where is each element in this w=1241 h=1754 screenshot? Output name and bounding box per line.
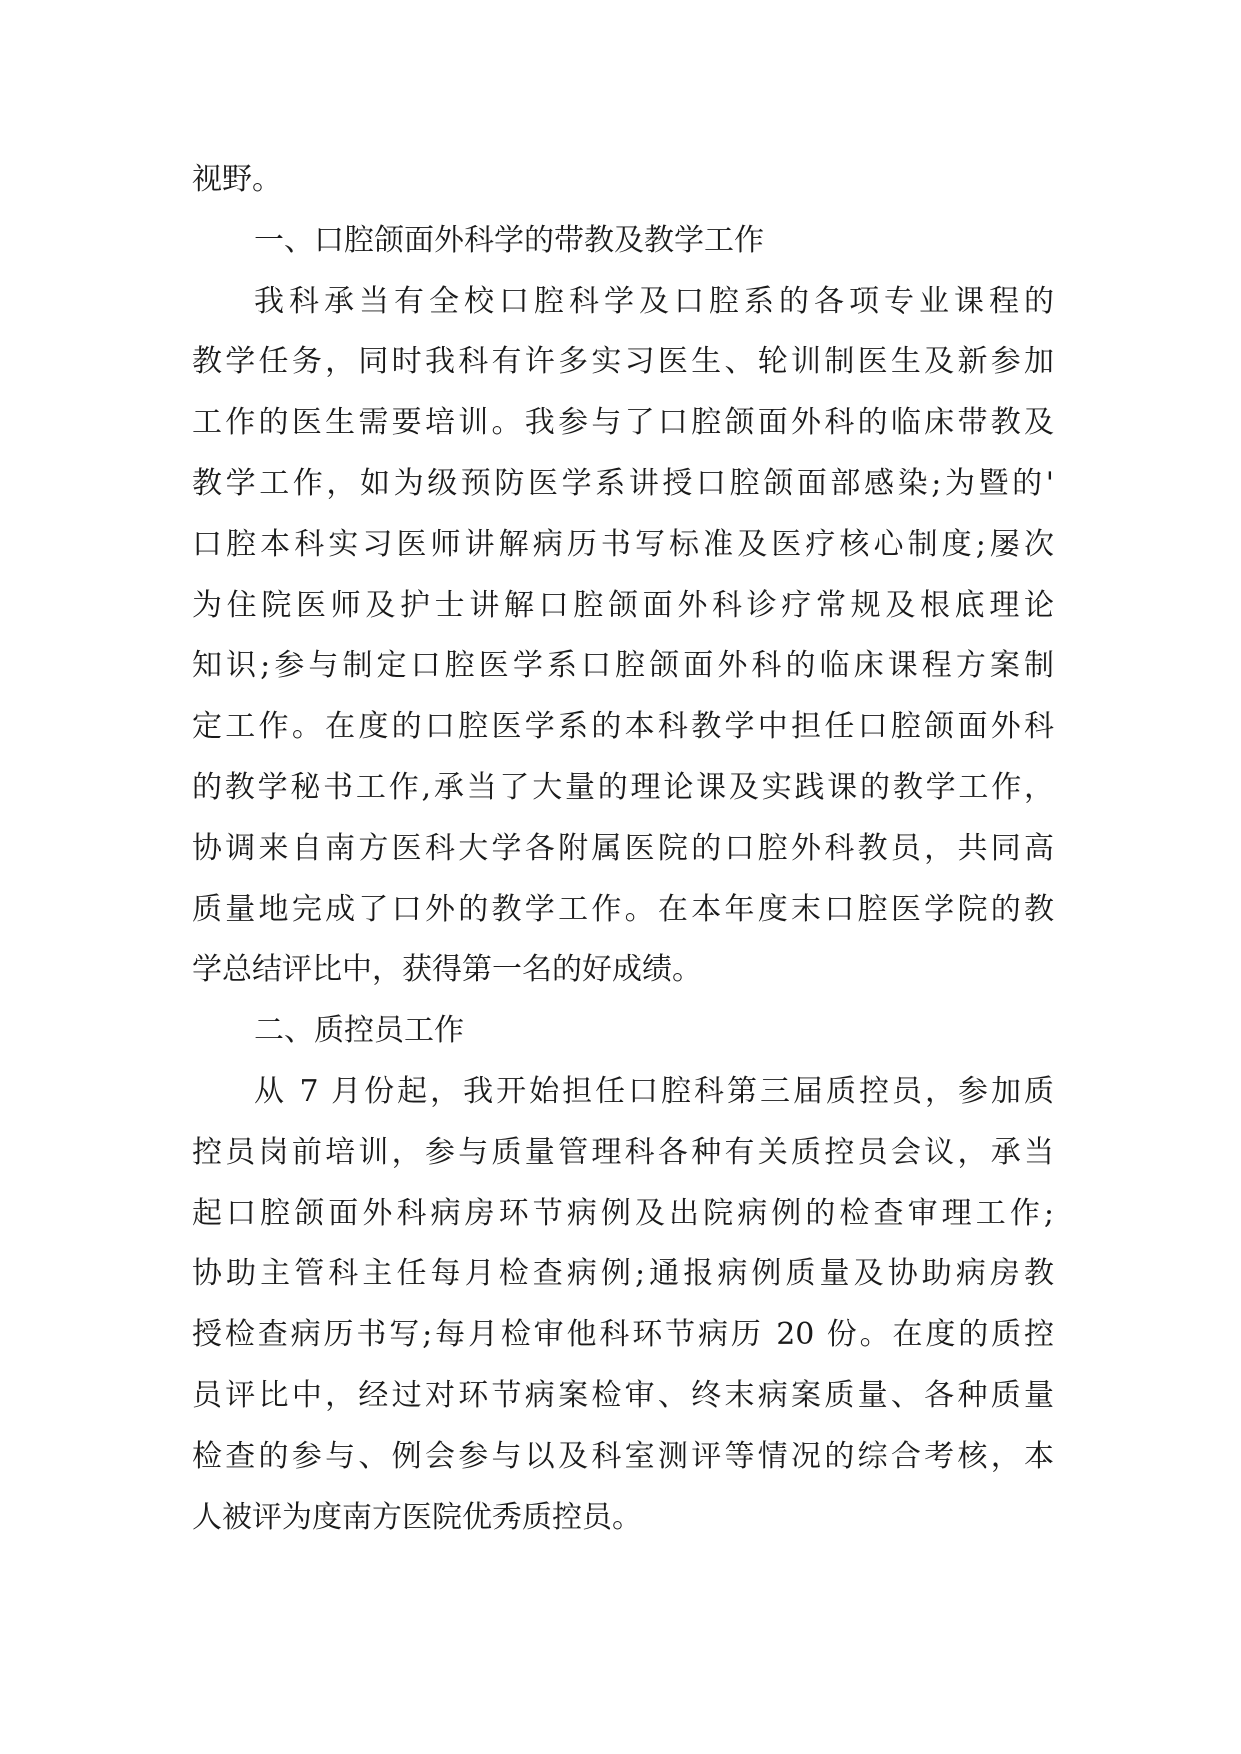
paragraph-line: 口腔本科实习医师讲解病历书写标准及医疗核心制度;屡次	[192, 526, 1054, 562]
paragraph-line: 知识;参与制定口腔医学系口腔颌面外科的临床课程方案制	[192, 648, 1054, 684]
paragraph-line: 视野。	[192, 162, 282, 197]
paragraph-line: 协助主管科主任每月检查病例;通报病例质量及协助病房教	[192, 1256, 1054, 1292]
paragraph-line: 为住院医师及护士讲解口腔颌面外科诊疗常规及根底理论	[192, 587, 1054, 623]
paragraph-line: 检查的参与、例会参与以及科室测评等情况的综合考核，本	[192, 1438, 1054, 1474]
paragraph-line: 协调来自南方医科大学各附属医院的口腔外科教员，共同高	[192, 830, 1054, 866]
section-heading-2: 二、质控员工作	[254, 1013, 464, 1049]
paragraph-line: 教学任务，同时我科有许多实习医生、轮训制医生及新参加	[192, 344, 1054, 380]
paragraph-line: 定工作。在度的口腔医学系的本科教学中担任口腔颌面外科	[192, 709, 1054, 745]
paragraph-line: 工作的医生需要培训。我参与了口腔颌面外科的临床带教及	[192, 405, 1054, 441]
paragraph-line: 控员岗前培训，参与质量管理科各种有关质控员会议，承当	[192, 1134, 1054, 1170]
paragraph-line: 授检查病历书写;每月检审他科环节病历 20 份。在度的质控	[192, 1317, 1054, 1353]
paragraph-line: 员评比中，经过对环节病案检审、终末病案质量、各种质量	[192, 1377, 1054, 1413]
paragraph-line: 学总结评比中，获得第一名的好成绩。	[192, 952, 702, 988]
paragraph-line: 教学工作，如为级预防医学系讲授口腔颌面部感染;为暨的'	[192, 465, 1054, 501]
paragraph-line: 的教学秘书工作,承当了大量的理论课及实践课的教学工作，	[192, 769, 1054, 805]
paragraph-line: 我科承当有全校口腔科学及口腔系的各项专业课程的	[254, 283, 1054, 319]
paragraph-line: 起口腔颌面外科病房环节病例及出院病例的检查审理工作;	[192, 1195, 1054, 1231]
paragraph-line: 从 7 月份起，我开始担任口腔科第三届质控员，参加质	[254, 1073, 1054, 1109]
paragraph-line: 质量地完成了口外的教学工作。在本年度末口腔医学院的教	[192, 891, 1054, 927]
document-body	[192, 150, 1054, 1548]
paragraph-line: 人被评为度南方医院优秀质控员。	[192, 1499, 642, 1535]
section-heading-1: 一、口腔颌面外科学的带教及教学工作	[254, 222, 764, 258]
